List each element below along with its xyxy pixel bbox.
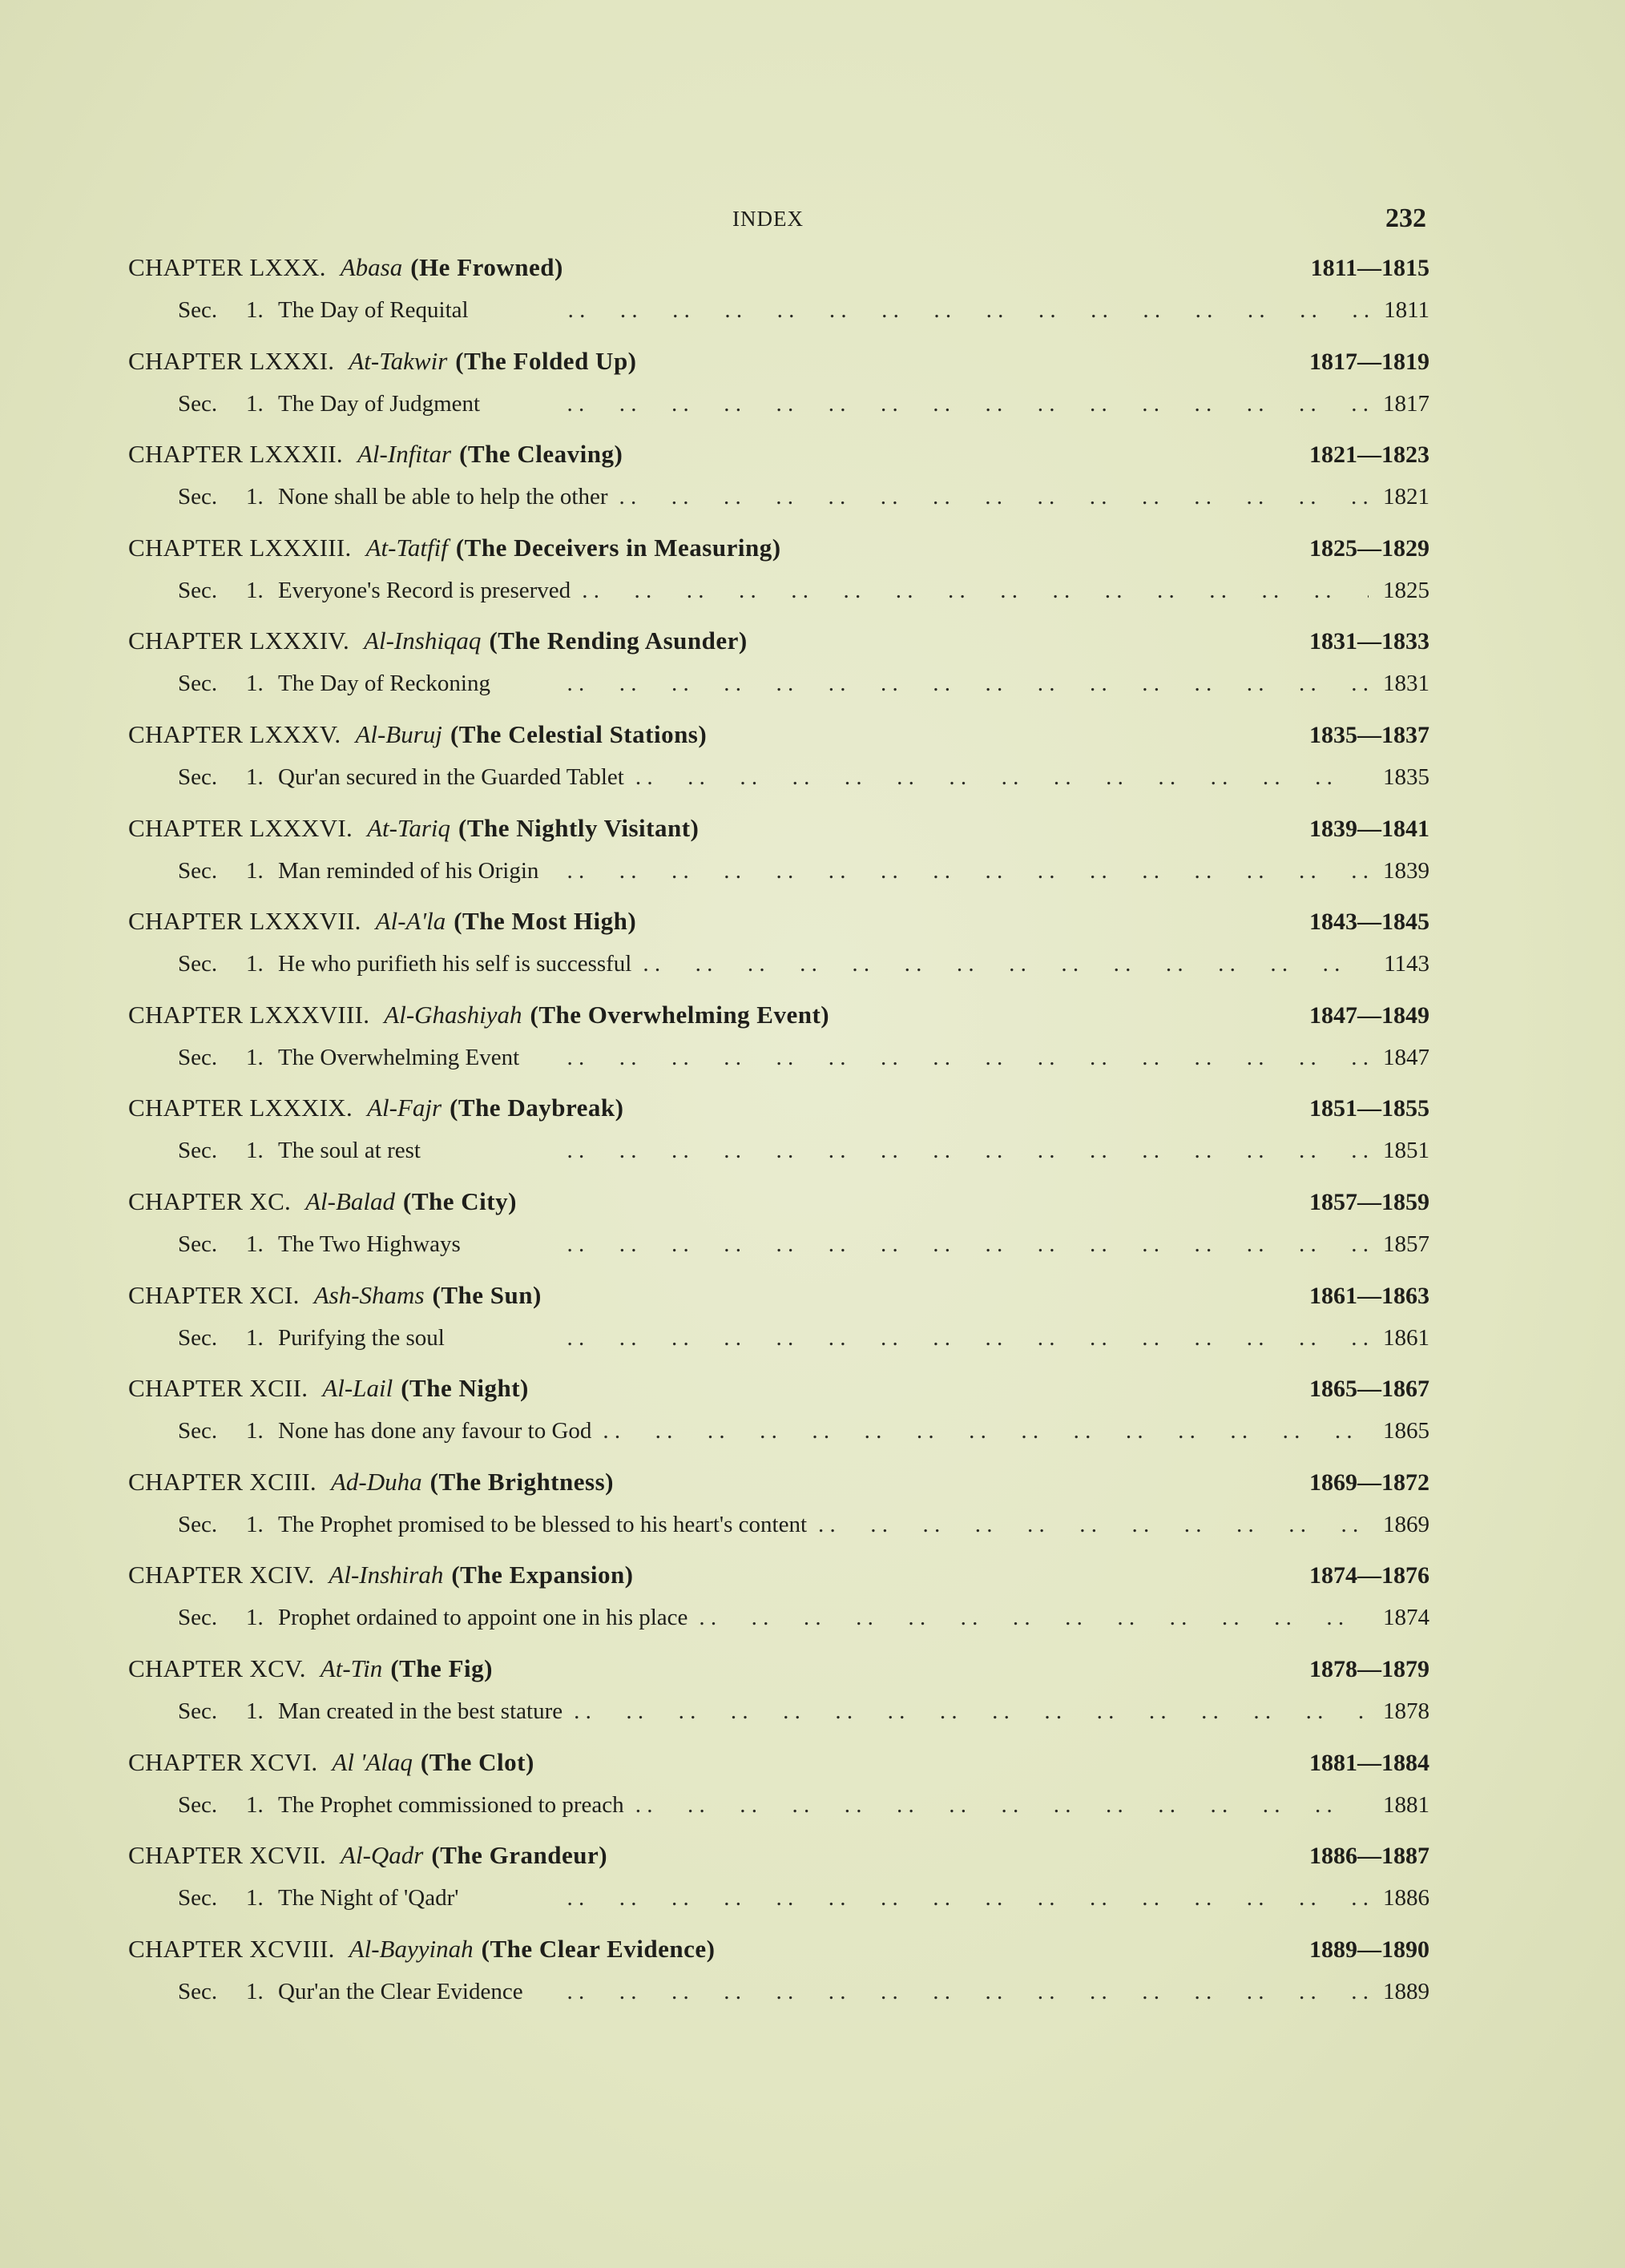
index-entry bbox=[0, 1748, 1625, 1842]
chapter-label: CHAPTER XCIII. bbox=[128, 1467, 317, 1496]
chapter-name: Al-Qadr bbox=[341, 1841, 424, 1870]
chapter-translation: (The Clear Evidence) bbox=[481, 1934, 716, 1963]
chapter-label: CHAPTER LXXXV. bbox=[128, 719, 341, 748]
chapter-name: Al 'Alaq bbox=[332, 1747, 413, 1776]
chapter-translation: (The Nightly Visitant) bbox=[458, 813, 700, 842]
section-line bbox=[178, 951, 1429, 991]
dot-leader bbox=[818, 1512, 1369, 1538]
index-entry bbox=[0, 1841, 1625, 1935]
section-page: 1821 bbox=[1383, 484, 1429, 510]
chapter-pages: 1847—1849 bbox=[1309, 1001, 1429, 1029]
section-label: Sec. bbox=[178, 1605, 218, 1631]
chapter-pages: 1886—1887 bbox=[1309, 1843, 1429, 1870]
chapter-translation: (He Frowned) bbox=[410, 253, 563, 281]
section-page: 1857 bbox=[1383, 1231, 1429, 1257]
chapter-line bbox=[128, 1935, 1429, 1975]
section-line bbox=[178, 1792, 1429, 1832]
index-entry bbox=[0, 1561, 1625, 1654]
chapter-name: Al-Inshirah bbox=[329, 1561, 444, 1589]
index-entry bbox=[0, 1935, 1625, 2028]
chapter-name: Al-Balad bbox=[305, 1186, 396, 1215]
chapter-line bbox=[128, 1094, 1429, 1134]
section-label: Sec. bbox=[178, 1044, 218, 1070]
chapter-pages: 1869—1872 bbox=[1309, 1468, 1429, 1496]
chapter-line bbox=[128, 814, 1429, 854]
chapter-line bbox=[128, 1187, 1429, 1227]
section-label: Sec. bbox=[178, 763, 218, 790]
chapter-translation: (The Deceivers in Measuring) bbox=[455, 533, 781, 562]
chapter-label: CHAPTER LXXXIII. bbox=[128, 533, 352, 562]
chapter-pages: 1831—1833 bbox=[1309, 628, 1429, 655]
chapter-name: Ad-Duha bbox=[330, 1467, 422, 1496]
section-page: 1847 bbox=[1383, 1044, 1429, 1070]
chapter-label: CHAPTER LXXXVII. bbox=[128, 907, 361, 936]
section-title: The soul at rest bbox=[278, 1138, 421, 1164]
chapter-pages: 1874—1876 bbox=[1309, 1562, 1429, 1589]
chapter-name: Al-Bayyinah bbox=[349, 1934, 474, 1963]
dot-leader bbox=[534, 1979, 1369, 2005]
section-label: Sec. bbox=[178, 390, 218, 417]
dot-leader bbox=[699, 1605, 1369, 1631]
chapter-pages: 1835—1837 bbox=[1309, 721, 1429, 748]
section-label: Sec. bbox=[178, 671, 218, 697]
section-number: 1. bbox=[246, 1791, 264, 1818]
chapter-line bbox=[128, 534, 1429, 574]
section-line bbox=[178, 1045, 1429, 1085]
section-number: 1. bbox=[246, 297, 264, 323]
chapter-name: Al-Inshiqaq bbox=[364, 626, 482, 655]
chapter-translation: (The Clot) bbox=[420, 1747, 534, 1776]
chapter-label: CHAPTER LXXXVIII. bbox=[128, 1000, 370, 1029]
chapter-translation: (The City) bbox=[403, 1186, 517, 1215]
chapter-line bbox=[128, 720, 1429, 760]
section-line bbox=[178, 1885, 1429, 1925]
dot-leader bbox=[480, 297, 1369, 324]
index-entry bbox=[0, 440, 1625, 534]
chapter-label: CHAPTER LXXXIX. bbox=[128, 1094, 353, 1122]
dot-leader bbox=[574, 1698, 1369, 1725]
chapter-line bbox=[128, 1654, 1429, 1694]
chapter-translation: (The Sun) bbox=[432, 1280, 542, 1309]
section-title: The Prophet commissioned to preach bbox=[278, 1791, 624, 1818]
chapter-name: Ash-Shams bbox=[313, 1280, 425, 1309]
chapter-pages: 1878—1879 bbox=[1309, 1655, 1429, 1682]
dot-leader bbox=[472, 1231, 1369, 1258]
index-entry bbox=[0, 626, 1625, 720]
chapter-name: Abasa bbox=[340, 253, 403, 281]
chapter-pages: 1817—1819 bbox=[1309, 348, 1429, 375]
chapter-pages: 1861—1863 bbox=[1309, 1282, 1429, 1309]
section-title: Prophet ordained to appoint one in his place bbox=[278, 1605, 688, 1631]
index-entry bbox=[0, 347, 1625, 441]
index-entry bbox=[0, 1187, 1625, 1281]
chapter-pages: 1881—1884 bbox=[1309, 1749, 1429, 1776]
section-title: Man created in the best stature bbox=[278, 1698, 563, 1724]
section-line bbox=[178, 764, 1429, 804]
section-label: Sec. bbox=[178, 1418, 218, 1444]
dot-leader bbox=[491, 391, 1369, 417]
section-title: The Day of Reckoning bbox=[278, 671, 490, 697]
section-label: Sec. bbox=[178, 1698, 218, 1724]
section-title: Man reminded of his Origin bbox=[278, 857, 539, 884]
chapter-translation: (The Celestial Stations) bbox=[450, 719, 708, 748]
section-label: Sec. bbox=[178, 1885, 218, 1911]
section-page: 1874 bbox=[1383, 1605, 1429, 1631]
chapter-label: CHAPTER XCV. bbox=[128, 1654, 306, 1682]
chapter-name: Al-A'la bbox=[375, 907, 446, 936]
chapter-line bbox=[128, 1468, 1429, 1508]
section-title: Purifying the soul bbox=[278, 1324, 445, 1351]
chapter-pages: 1851—1855 bbox=[1309, 1095, 1429, 1122]
section-line bbox=[178, 1138, 1429, 1178]
section-number: 1. bbox=[246, 1978, 264, 2004]
section-page: 1143 bbox=[1384, 951, 1429, 977]
section-title: None shall be able to help the other bbox=[278, 484, 608, 510]
dot-leader bbox=[643, 951, 1369, 977]
section-number: 1. bbox=[246, 484, 264, 510]
section-page: 1831 bbox=[1383, 671, 1429, 697]
section-label: Sec. bbox=[178, 1324, 218, 1351]
dot-leader bbox=[635, 764, 1369, 791]
chapter-name: Al-Infitar bbox=[357, 440, 452, 469]
section-number: 1. bbox=[246, 1605, 264, 1631]
section-number: 1. bbox=[246, 1231, 264, 1257]
section-title: The Night of 'Qadr' bbox=[278, 1885, 459, 1911]
section-page: 1835 bbox=[1383, 763, 1429, 790]
section-label: Sec. bbox=[178, 484, 218, 510]
dot-leader bbox=[550, 858, 1369, 884]
section-label: Sec. bbox=[178, 297, 218, 323]
chapter-label: CHAPTER XCVI. bbox=[128, 1747, 318, 1776]
chapter-translation: (The Daybreak) bbox=[450, 1094, 624, 1122]
chapter-line bbox=[128, 1841, 1429, 1881]
index-entry bbox=[0, 907, 1625, 1001]
dot-leader bbox=[635, 1792, 1369, 1819]
chapter-name: At-Tin bbox=[320, 1654, 383, 1682]
dot-leader bbox=[502, 671, 1369, 697]
section-label: Sec. bbox=[178, 951, 218, 977]
chapter-line bbox=[128, 440, 1429, 480]
index-entry bbox=[0, 1468, 1625, 1561]
index-entry bbox=[0, 1654, 1625, 1748]
chapter-name: Al-Buruj bbox=[355, 719, 442, 748]
section-line bbox=[178, 671, 1429, 711]
index-entry bbox=[0, 1374, 1625, 1468]
chapter-name: At-Tatfif bbox=[365, 533, 448, 562]
section-label: Sec. bbox=[178, 1138, 218, 1164]
chapter-name: At-Tariq bbox=[367, 813, 451, 842]
running-title: INDEX bbox=[732, 207, 804, 231]
section-number: 1. bbox=[246, 763, 264, 790]
section-title: The Two Highways bbox=[278, 1231, 461, 1257]
section-page: 1817 bbox=[1383, 390, 1429, 417]
page-number: 232 bbox=[1385, 203, 1426, 233]
section-line bbox=[178, 1698, 1429, 1738]
chapter-line bbox=[128, 1281, 1429, 1321]
index-entry bbox=[0, 1001, 1625, 1094]
index-list bbox=[0, 253, 1625, 2028]
chapter-label: CHAPTER XCIV. bbox=[128, 1561, 315, 1589]
chapter-pages: 1889—1890 bbox=[1309, 1936, 1429, 1963]
dot-leader bbox=[619, 484, 1369, 510]
section-page: 1865 bbox=[1383, 1418, 1429, 1444]
chapter-name: At-Takwir bbox=[349, 346, 448, 375]
chapter-translation: (The Cleaving) bbox=[459, 440, 623, 469]
section-page: 1851 bbox=[1383, 1138, 1429, 1164]
chapter-label: CHAPTER LXXXII. bbox=[128, 440, 343, 469]
index-entry bbox=[0, 1094, 1625, 1187]
chapter-line bbox=[128, 253, 1429, 293]
section-title: The Day of Judgment bbox=[278, 390, 481, 417]
dot-leader bbox=[530, 1045, 1369, 1071]
chapter-translation: (The Most High) bbox=[454, 907, 637, 936]
section-number: 1. bbox=[246, 1324, 264, 1351]
chapter-translation: (The Rending Asunder) bbox=[489, 626, 748, 655]
chapter-pages: 1843—1845 bbox=[1309, 908, 1429, 936]
section-number: 1. bbox=[246, 390, 264, 417]
index-entry bbox=[0, 1281, 1625, 1375]
chapter-name: Al-Ghashiyah bbox=[384, 1000, 522, 1029]
dot-leader bbox=[470, 1885, 1369, 1911]
chapter-line bbox=[128, 626, 1429, 667]
index-entry bbox=[0, 720, 1625, 814]
section-label: Sec. bbox=[178, 1231, 218, 1257]
section-title: The Overwhelming Event bbox=[278, 1044, 520, 1070]
chapter-pages: 1857—1859 bbox=[1309, 1188, 1429, 1215]
chapter-label: CHAPTER LXXXVI. bbox=[128, 813, 353, 842]
section-number: 1. bbox=[246, 1885, 264, 1911]
section-page: 1889 bbox=[1383, 1978, 1429, 2004]
chapter-line bbox=[128, 347, 1429, 387]
section-page: 1869 bbox=[1383, 1511, 1429, 1537]
dot-leader bbox=[582, 578, 1369, 604]
chapter-label: CHAPTER XCII. bbox=[128, 1374, 308, 1403]
chapter-label: CHAPTER XCVIII. bbox=[128, 1934, 335, 1963]
chapter-translation: (The Expansion) bbox=[451, 1561, 634, 1589]
section-number: 1. bbox=[246, 857, 264, 884]
chapter-line bbox=[128, 907, 1429, 947]
section-label: Sec. bbox=[178, 1511, 218, 1537]
chapter-line bbox=[128, 1561, 1429, 1601]
chapter-translation: (The Fig) bbox=[390, 1654, 493, 1682]
section-line bbox=[178, 858, 1429, 898]
section-line bbox=[178, 1605, 1429, 1645]
section-number: 1. bbox=[246, 577, 264, 603]
chapter-pages: 1865—1867 bbox=[1309, 1376, 1429, 1403]
index-entry bbox=[0, 253, 1625, 347]
section-title: Everyone's Record is preserved bbox=[278, 577, 571, 603]
chapter-translation: (The Folded Up) bbox=[455, 346, 637, 375]
chapter-line bbox=[128, 1374, 1429, 1414]
chapter-translation: (The Grandeur) bbox=[431, 1841, 608, 1870]
section-title: The Day of Requital bbox=[278, 297, 469, 323]
section-title: He who purifieth his self is successful bbox=[278, 951, 632, 977]
section-number: 1. bbox=[246, 1138, 264, 1164]
section-number: 1. bbox=[246, 1044, 264, 1070]
chapter-pages: 1825—1829 bbox=[1309, 534, 1429, 562]
section-number: 1. bbox=[246, 671, 264, 697]
section-page: 1839 bbox=[1383, 857, 1429, 884]
section-number: 1. bbox=[246, 1698, 264, 1724]
section-page: 1878 bbox=[1383, 1698, 1429, 1724]
section-line bbox=[178, 1979, 1429, 2019]
section-line bbox=[178, 297, 1429, 337]
chapter-line bbox=[128, 1748, 1429, 1788]
section-page: 1825 bbox=[1383, 577, 1429, 603]
chapter-name: Al-Fajr bbox=[367, 1094, 442, 1122]
section-label: Sec. bbox=[178, 857, 218, 884]
section-page: 1886 bbox=[1383, 1885, 1429, 1911]
section-page: 1811 bbox=[1384, 297, 1429, 323]
chapter-label: CHAPTER XCI. bbox=[128, 1280, 300, 1309]
section-label: Sec. bbox=[178, 577, 218, 603]
index-entry bbox=[0, 534, 1625, 627]
section-line bbox=[178, 1512, 1429, 1552]
section-line bbox=[178, 1325, 1429, 1365]
chapter-line bbox=[128, 1001, 1429, 1041]
dot-leader bbox=[456, 1325, 1369, 1352]
section-number: 1. bbox=[246, 1418, 264, 1444]
section-title: Qur'an the Clear Evidence bbox=[278, 1978, 523, 2004]
chapter-pages: 1821—1823 bbox=[1309, 441, 1429, 469]
section-line bbox=[178, 484, 1429, 524]
chapter-name: Al-Lail bbox=[322, 1374, 393, 1403]
running-head bbox=[0, 203, 1625, 239]
section-label: Sec. bbox=[178, 1791, 218, 1818]
chapter-translation: (The Brightness) bbox=[429, 1467, 614, 1496]
chapter-label: CHAPTER XCVII. bbox=[128, 1841, 327, 1870]
chapter-pages: 1811—1815 bbox=[1310, 255, 1429, 281]
chapter-translation: (The Night) bbox=[401, 1374, 529, 1403]
section-page: 1881 bbox=[1383, 1791, 1429, 1818]
section-line bbox=[178, 1231, 1429, 1271]
section-line bbox=[178, 1418, 1429, 1458]
chapter-pages: 1839—1841 bbox=[1309, 815, 1429, 842]
section-title: The Prophet promised to be blessed to his heart's content bbox=[278, 1511, 808, 1537]
section-title: Qur'an secured in the Guarded Tablet bbox=[278, 763, 624, 790]
section-number: 1. bbox=[246, 951, 264, 977]
chapter-label: CHAPTER LXXX. bbox=[128, 253, 326, 281]
section-label: Sec. bbox=[178, 1978, 218, 2004]
dot-leader bbox=[603, 1418, 1369, 1444]
section-line bbox=[178, 391, 1429, 431]
section-title: None has done any favour to God bbox=[278, 1418, 592, 1444]
section-page: 1861 bbox=[1383, 1324, 1429, 1351]
chapter-label: CHAPTER LXXXIV. bbox=[128, 626, 350, 655]
chapter-label: CHAPTER LXXXI. bbox=[128, 346, 335, 375]
section-number: 1. bbox=[246, 1511, 264, 1537]
index-entry bbox=[0, 814, 1625, 908]
section-line bbox=[178, 578, 1429, 618]
chapter-label: CHAPTER XC. bbox=[128, 1186, 292, 1215]
chapter-translation: (The Overwhelming Event) bbox=[530, 1000, 830, 1029]
dot-leader bbox=[432, 1138, 1369, 1164]
